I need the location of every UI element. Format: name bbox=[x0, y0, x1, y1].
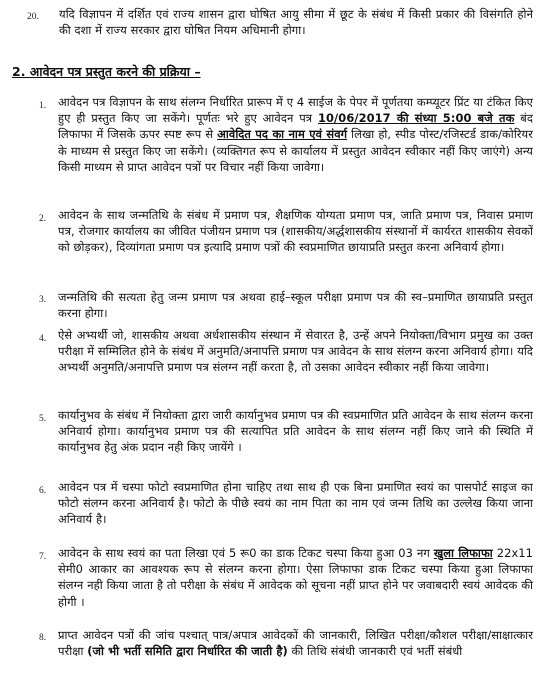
item-number: 7. bbox=[39, 552, 47, 562]
paragraph-item-20: यदि विज्ञापन में दर्शित एवं राज्य शासन द्वारा घोषित आयु सीमा में छूट के संबंध में किसी प्रकार की विसंगति होने की दशा में राज्य सरकार द्वारा घोषित नियम अधिमानी होगा। bbox=[59, 7, 533, 38]
paragraph-item-2: आवेदन के साथ जन्मतिथि के संबंध में प्रमाण पत्र, शैक्षणिक योग्यता प्रमाण पत्र, जाति प्रमाण पत्र, निवास प्रमाण पत्र, रोजगार कार्यालय का जीवित पंजीयन प्रमाण पत्र (शासकीय/अर्द्धशासकीय संस्थानों में कार्यरत शासकीय सेवकों को छोड़कर), दिव्यांगता प्रमाण पत्र इत्यादि प्रमाण पत्रों की स्वप्रमाणित छायाप्रति प्रस्तुत करना अनिवार्य होगा। bbox=[58, 208, 533, 255]
item-number: 8. bbox=[39, 633, 47, 643]
paragraph-item-8: प्राप्त आवेदन पत्रों की जांच पश्चात् पात्र/अपात्र आवेदकों की जानकारी, लिखित परीक्षा/कौशल परीक्षा/साक्षात्कार परीक्षा (जो भी भर्ती समिति द्वारा निर्धारित की जाती है) की तिथि संबंधी जानकारी एवं भर्ती संबंधी bbox=[58, 628, 533, 659]
post-name-text: आवेदित पद का नाम एवं संवर्ग bbox=[217, 127, 348, 142]
section-heading: 2. आवेदन पत्र प्रस्तुत करने की प्रक्रिया – bbox=[12, 64, 201, 79]
paragraph-item-1: आवेदन पत्र विज्ञापन के साथ संलग्न निर्धारित प्रारूप में ए 4 साईज के पेपर में पूर्णतया कम्प्यूटर प्रिंट या टंकित किए हुए ही प्रस्तुत किए जा सकेंगे। पूर्णतः भरे हुए आवेदन पत्र 10/06/2017 की संध्या 5:00 बजे तक बंद लिफाफा में जिसके ऊपर स्पष्ट रूप से आवेदित पद का नाम एवं संवर्ग लिखा हो, स्पीड पोस्ट/रजिस्टर्ड डाक/कोरियर के माध्यम से प्रस्तुत किए जा सकेंगे। (व्यक्तिगत रूप से कार्यालय में प्रस्तुत आवेदन स्वीकार नहीं किए जाएंगे) अन्य किसी माध्यम से प्राप्त आवेदन पत्रों पर विचार नहीं किया जावेगा। bbox=[58, 95, 533, 174]
item-number: 5. bbox=[39, 414, 47, 424]
open-envelope-text: खुला लिफाफा bbox=[433, 546, 493, 560]
paragraph-item-6: आवेदन पत्र में चस्पा फोटो स्वप्रमाणित होना चाहिए तथा साथ ही एक बिना प्रमाणित स्वयं का पासपोर्ट साइज का फोटो संलग्न करना अनिवार्य है। फोटो के पीछे स्वयं का नाम पिता का नाम एवं जन्म तिथि का उल्लेख किया जाना अनिवार्य है। bbox=[58, 480, 533, 527]
deadline-text: 10/06/2017 की संध्या 5:00 बजे तक bbox=[317, 111, 515, 126]
committee-note-text: (जो भी भर्ती समिति द्वारा निर्धारित की जाती है) bbox=[87, 644, 288, 659]
paragraph-item-3: जन्मतिथि की सत्यता हेतु जन्म प्रमाण पत्र अथवा हाई–स्कूल परीक्षा प्रमाण पत्र की स्व–प्रमाणित छायाप्रति प्रस्तुत करना होगा। bbox=[58, 290, 533, 321]
item-number: 2. bbox=[39, 214, 47, 224]
paragraph-item-7: आवेदन के साथ स्वयं का पता लिखा एवं 5 रू0 का डाक टिकट चस्पा किया हुआ 03 नग खुला लिफाफा 22x11 सेमी0 आकार का आवश्यक रूप से संलग्न करना होगा। ऐसा लिफाफा डाक टिकट चस्पा किया हुआ लिफाफा संलग्न नही किया जाता है तो परीक्षा के संबंध में आवेदक को सूचना नहीं प्राप्त होने पर जवाबदारी स्वयं आवेदक की होगी । bbox=[58, 546, 533, 609]
item-number: 20. bbox=[27, 12, 39, 22]
paragraph-item-4: ऐसे अभ्यर्थी जो, शासकीय अथवा अर्धशासकीय संस्थान में सेवारत है, उन्हें अपने नियोक्ता/विभाग प्रमुख का उक्त परीक्षा में सम्मिलित होने के संबंध में अनुमति/अनापत्ति प्रमाण पत्र आवेदन के साथ संलग्न करना अनिवार्य होगा। यदि अभ्यर्थी अनुमति/अनापत्ति प्रमाण पत्र संलग्न नहीं करता है, तो उसका आवेदन स्वीकार नहीं किया जावेगा। bbox=[58, 328, 533, 375]
item-number: 3. bbox=[39, 295, 47, 305]
item-number: 6. bbox=[39, 486, 47, 496]
item-number: 1. bbox=[39, 101, 47, 111]
item-number: 4. bbox=[39, 334, 47, 344]
paragraph-item-5: कार्यानुभव के संबंध में नियोक्ता द्वारा जारी कार्यानुभव प्रमाण पत्र की स्वप्रमाणित प्रति आवेदन के साथ संलग्न करना अनिवार्य होगा। कार्यानुभव प्रमाण पत्र की सत्यापित प्रति आवेदन के साथ संलग्न नहीं किए जाने की स्थिति में कार्यानुभव हेतु अंक प्रदान नही किए जायेंगे । bbox=[58, 408, 533, 455]
